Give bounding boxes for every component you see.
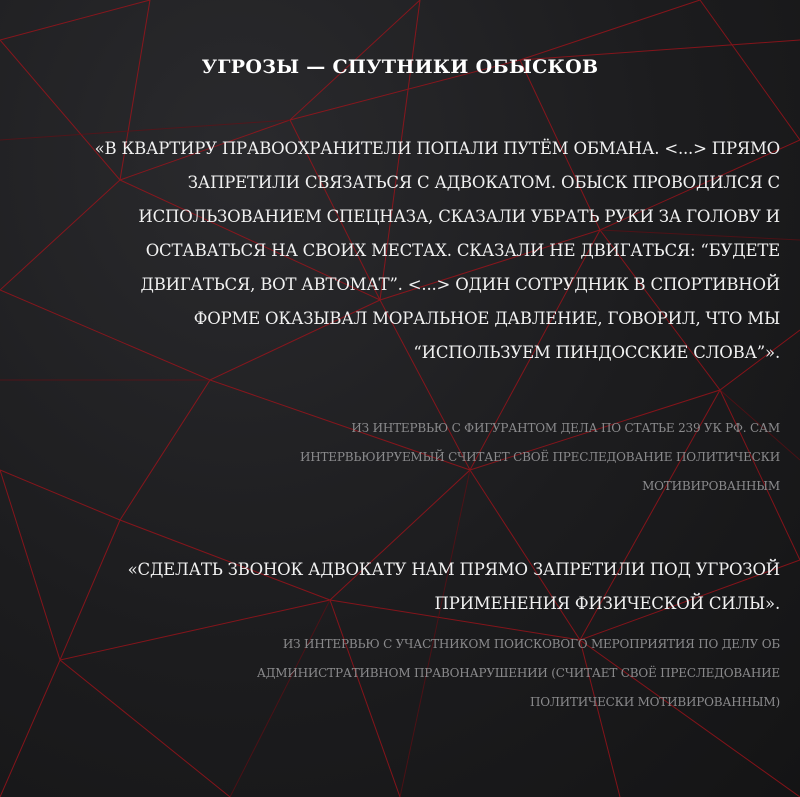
source-2-line: ИЗ ИНТЕРВЬЮ С УЧАСТНИКОМ ПОИСКОВОГО МЕРОПРИЯТИЯ ПО ДЕЛУ ОБ	[282, 637, 780, 651]
quote-2	[128, 553, 780, 621]
quote-1	[95, 132, 780, 370]
source-1-line: ИЗ ИНТЕРВЬЮ С ФИГУРАНТОМ ДЕЛА ПО СТАТЬЕ 239 УК РФ. САМ	[351, 421, 780, 435]
source-2	[257, 630, 780, 717]
page-title: УГРОЗЫ — СПУТНИКИ ОБЫСКОВ	[201, 56, 599, 78]
source-1-line: МОТИВИРОВАННЫМ	[642, 479, 780, 493]
quote-1-line: ОСТАВАТЬСЯ НА СВОИХ МЕСТАХ. СКАЗАЛИ НЕ ДВИГАТЬСЯ: “БУДЕТЕ	[145, 241, 780, 260]
source-2-line: АДМИНИСТРАТИВНОМ ПРАВОНАРУШЕНИИ (СЧИТАЕТ СВОЁ ПРЕСЛЕДОВАНИЕ	[256, 666, 780, 680]
source-2-line: ПОЛИТИЧЕСКИ МОТИВИРОВАННЫМ)	[529, 695, 780, 709]
quote-1-line: ИСПОЛЬЗОВАНИЕМ СПЕЦНАЗА, СКАЗАЛИ УБРАТЬ РУКИ ЗА ГОЛОВУ И	[138, 207, 780, 226]
quote-2-line: ПРИМЕНЕНИЯ ФИЗИЧЕСКОЙ СИЛЫ».	[434, 594, 780, 613]
source-1-line: ИНТЕРВЬЮИРУЕМЫЙ СЧИТАЕТ СВОЁ ПРЕСЛЕДОВАНИЕ ПОЛИТИЧЕСКИ	[299, 450, 780, 464]
source-1	[300, 414, 780, 501]
quote-1-line: ЗАПРЕТИЛИ СВЯЗАТЬСЯ С АДВОКАТОМ. ОБЫСК ПРОВОДИЛСЯ С	[187, 173, 780, 192]
quote-1-line: ДВИГАТЬСЯ, ВОТ АВТОМАТ”. <...> ОДИН СОТРУДНИК В СПОРТИВНОЙ	[140, 275, 780, 294]
quote-1-line: «В КВАРТИРУ ПРАВООХРАНИТЕЛИ ПОПАЛИ ПУТЁМ ОБМАНА. <...> ПРЯМО	[94, 139, 780, 158]
quote-1-line: ФОРМЕ ОКАЗЫВАЛ МОРАЛЬНОЕ ДАВЛЕНИЕ, ГОВОРИЛ, ЧТО МЫ	[193, 309, 780, 328]
quote-1-line: “ИСПОЛЬЗУЕМ ПИНДОССКИЕ СЛОВА”».	[413, 343, 780, 362]
quote-2-line: «СДЕЛАТЬ ЗВОНОК АДВОКАТУ НАМ ПРЯМО ЗАПРЕТИЛИ ПОД УГРОЗОЙ	[127, 560, 780, 579]
